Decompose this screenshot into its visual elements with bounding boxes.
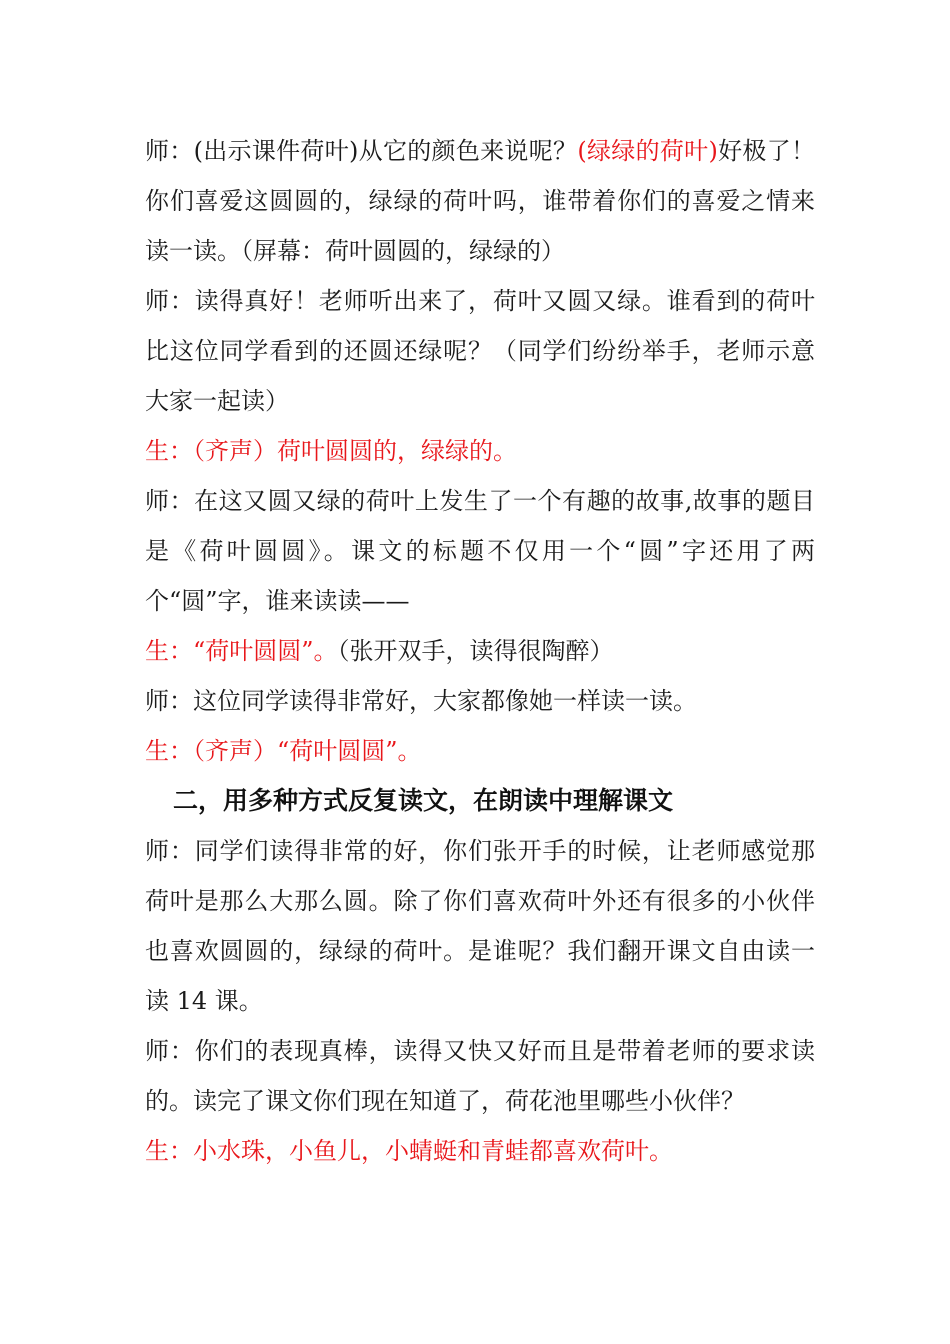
highlighted-text: (绿绿的荷叶) — [577, 137, 718, 165]
paragraph-p8 — [145, 826, 815, 1026]
highlighted-text: 生：小水珠，小鱼儿，小蜻蜓和青蛙都喜欢荷叶。 — [145, 1137, 673, 1165]
paragraph-text: 师：读得真好！老师听出来了，荷叶又圆又绿。谁看到的荷叶比这位同学看到的还圆还绿呢？（同学们纷纷举手，老师示意大家一起读） — [145, 287, 815, 415]
highlighted-text: 生：（齐声）“荷叶圆圆”。 — [145, 737, 422, 765]
dialogue-section-1 — [145, 126, 815, 776]
paragraph-p5 — [145, 626, 815, 676]
paragraph-text: 师：在这又圆又绿的荷叶上发生了一个有趣的故事,故事的题目是《荷叶圆圆》。课文的标题不仅用一个“圆”字还用了两个“圆”字，谁来读读—— — [145, 487, 815, 615]
paragraph-p3 — [145, 426, 815, 476]
section-heading: 二，用多种方式反复读文，在朗读中理解课文 — [173, 786, 674, 815]
paragraph-text: 师：这位同学读得非常好，大家都像她一样读一读。 — [145, 687, 697, 715]
document-body — [145, 126, 815, 1176]
paragraph-p6 — [145, 676, 815, 726]
highlighted-text: 生：（齐声）荷叶圆圆的，绿绿的。 — [145, 437, 517, 465]
paragraph-p7 — [145, 726, 815, 776]
paragraph-text: 师：同学们读得非常的好，你们张开手的时候，让老师感觉那荷叶是那么大那么圆。除了你们喜欢荷叶外还有很多的小伙伴也喜欢圆圆的，绿绿的荷叶。是谁呢？我们翻开课文自由读一读 14 课。 — [145, 837, 815, 1015]
paragraph-text: 师：你们的表现真棒，读得又快又好而且是带着老师的要求读的。读完了课文你们现在知道了，荷花池里哪些小伙伴？ — [145, 1037, 815, 1115]
dialogue-section-2 — [145, 826, 815, 1176]
paragraph-p9 — [145, 1026, 815, 1126]
paragraph-p10 — [145, 1126, 815, 1176]
paragraph-p1 — [145, 126, 815, 276]
paragraph-text: 好极了！你们喜爱这圆圆的，绿绿的荷叶吗，谁带着你们的喜爱之情来读一读。（屏幕：荷叶圆圆的，绿绿的） — [145, 137, 816, 265]
paragraph-text: 师：(出示课件荷叶)从它的颜色来说呢？ — [145, 137, 578, 165]
paragraph-p4 — [145, 476, 815, 626]
paragraph-text: （张开双手，读得很陶醉） — [337, 637, 614, 665]
paragraph-p2 — [145, 276, 815, 426]
highlighted-text: 生：“荷叶圆圆”。 — [145, 637, 338, 665]
